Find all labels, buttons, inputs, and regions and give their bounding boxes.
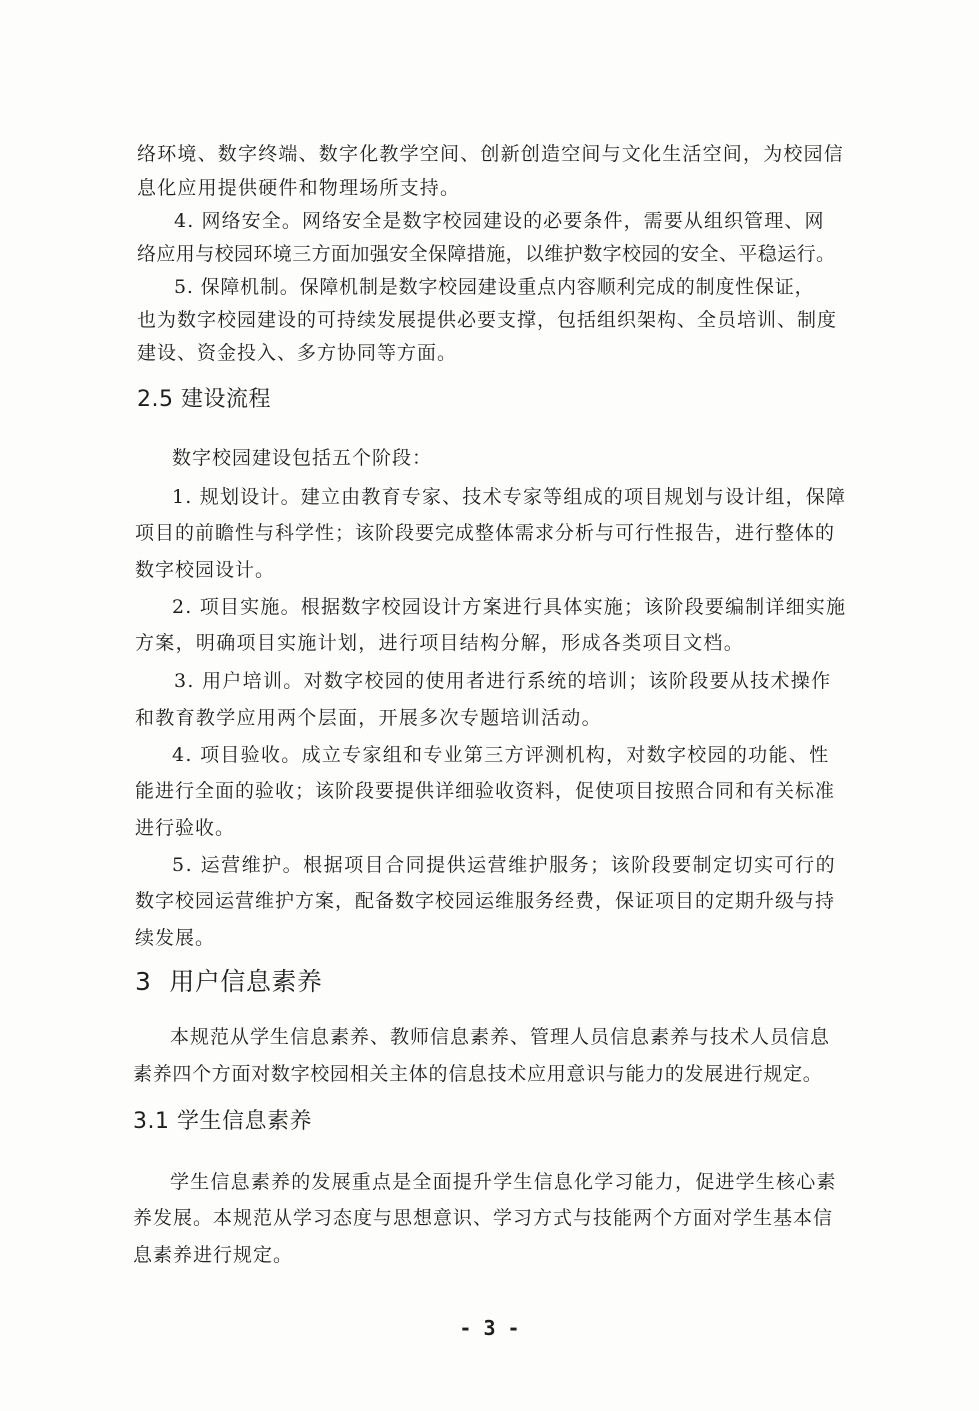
- paragraph-line: 也为数字校园建设的可持续发展提供必要支撑，包括组织架构、全员培训、制度: [137, 309, 838, 331]
- paragraph-line: 络环境、数字终端、数字化教学空间、创新创造空间与文化生活空间，为校园信: [137, 143, 845, 165]
- paragraph-line: 络应用与校园环境三方面加强安全保障措施，以维护数字校园的安全、平稳运行。: [137, 243, 836, 265]
- paragraph-line: 4. 网络安全。网络安全是数字校园建设的必要条件，需要从组织管理、网: [174, 210, 825, 232]
- paragraph-line: 5. 运营维护。根据项目合同提供运营维护服务；该阶段要制定切实可行的: [172, 854, 837, 876]
- paragraph-line: 能进行全面的验收；该阶段要提供详细验收资料，促使项目按照合同和有关标准: [135, 780, 836, 802]
- paragraph-line: 4. 项目验收。成立专家组和专业第三方评测机构，对数字校园的功能、性: [172, 744, 830, 766]
- paragraph-line: 5. 保障机制。保障机制是数字校园建设重点内容顺利完成的制度性保证，: [174, 276, 815, 298]
- paragraph-line: 项目的前瞻性与科学性；该阶段要完成整体需求分析与可行性报告，进行整体的: [135, 522, 836, 544]
- page-number: - 3 -: [459, 1316, 520, 1340]
- paragraph-line: 和教育教学应用两个层面，开展多次专题培训活动。: [135, 707, 602, 729]
- section-title: 用户信息素养: [169, 967, 323, 996]
- paragraph-line: 进行验收。: [135, 817, 236, 839]
- paragraph-line: 3. 用户培训。对数字校园的使用者进行系统的培训；该阶段要从技术操作: [174, 670, 832, 692]
- paragraph-line: 1. 规划设计。建立由教育专家、技术专家等组成的项目规划与设计组，保障: [172, 486, 847, 508]
- paragraph-line: 建设、资金投入、多方协同等方面。: [137, 342, 458, 364]
- paragraph-line: 本规范从学生信息素养、教师信息素养、管理人员信息素养与技术人员信息: [170, 1026, 831, 1048]
- paragraph-line: 养发展。本规范从学习态度与思想意识、学习方式与技能两个方面对学生基本信: [133, 1207, 834, 1229]
- paragraph-line: 续发展。: [135, 927, 216, 949]
- section-heading-3: [135, 967, 322, 997]
- section-heading-3-1: 3.1 学生信息素养: [133, 1109, 312, 1134]
- paragraph-line: 素养四个方面对数字校园相关主体的信息技术应用意识与能力的发展进行规定。: [133, 1063, 823, 1085]
- paragraph-line: 方案，明确项目实施计划，进行项目结构分解，形成各类项目文档。: [135, 632, 745, 654]
- section-heading-2-5: 2.5 建设流程: [137, 387, 271, 412]
- section-number: 3: [135, 967, 152, 996]
- paragraph-line: 数字校园建设包括五个阶段：: [172, 447, 433, 469]
- paragraph-line: 学生信息素养的发展重点是全面提升学生信息化学习能力，促进学生核心素: [170, 1171, 837, 1193]
- paragraph-line: 息化应用提供硬件和物理场所支持。: [137, 177, 461, 199]
- paragraph-line: 2. 项目实施。根据数字校园设计方案进行具体实施；该阶段要编制详细实施: [172, 596, 847, 618]
- paragraph-line: 息素养进行规定。: [133, 1244, 294, 1266]
- paragraph-line: 数字校园运营维护方案，配备数字校园运维服务经费，保证项目的定期升级与持: [135, 890, 836, 912]
- paragraph-line: 数字校园设计。: [135, 559, 276, 581]
